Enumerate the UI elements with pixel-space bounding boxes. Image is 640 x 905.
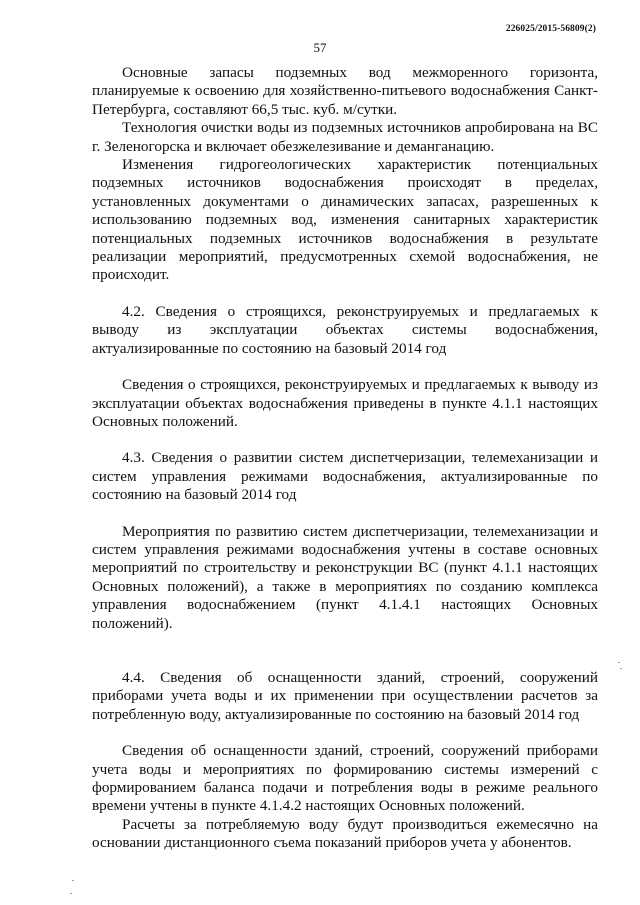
page-body — [92, 64, 598, 853]
paragraph-section-4-4-metering: Сведения об оснащенности зданий, строений, сооружений приборами учета воды и мероприятиях по формированию системы измерений с формированием баланса подачи и потребления воды в режиме реального времени учтены в пункте 4.1.4.2 настоящих Основных положений. — [92, 742, 598, 815]
paragraph-section-4-2: Сведения о строящихся, реконструируемых и предлагаемых к выводу из эксплуатации объектах водоснабжения приведены в пункте 4.1.1 настоящих Основных положений. — [92, 376, 598, 430]
section-heading-4-4: 4.4. Сведения об оснащенности зданий, строений, сооружений приборами учета воды и их применении при осуществлении расчетов за потребленную воду, актуализированные по состоянию на базовый 2014 год — [92, 668, 598, 723]
paragraph-groundwater-reserves: Основные запасы подземных вод межморенного горизонта, планируемые к освоению для хозяйственно-питьевого водоснабжения Санкт-Петербурга, составляют 66,5 тыс. куб. м/сутки. — [92, 64, 598, 118]
scan-speck — [618, 662, 620, 663]
paragraph-hydrogeological-changes: Изменения гидрогеологических характеристик потенциальных подземных источников водоснабжения происходят в пределах, установленных документами о динамических запасах, разрешенных к использованию подземных вод, изменения санитарных характеристик потенциальных подземных источников водоснабжения в результате реализации мероприятий, предусмотренных схемой водоснабжения, не происходит. — [92, 156, 598, 284]
scan-speck — [72, 880, 74, 881]
document-id: 226025/2015-56809(2) — [505, 24, 596, 34]
section-heading-4-2: 4.2. Сведения о строящихся, реконструируемых и предлагаемых к выводу из эксплуатации объектах системы водоснабжения, актуализированные по состоянию на базовый 2014 год — [92, 302, 598, 357]
scan-speck — [620, 668, 622, 669]
paragraph-treatment-technology: Технология очистки воды из подземных источников апробирована на ВС г. Зеленогорска и включает обезжелезивание и деманганацию. — [92, 119, 598, 155]
page-number: 57 — [313, 40, 327, 55]
section-heading-4-3: 4.3. Сведения о развитии систем диспетчеризации, телемеханизации и систем управления режимами водоснабжения, актуализированные по состоянию на базовый 2014 год — [92, 449, 598, 504]
paragraph-section-4-3: Мероприятия по развитию систем диспетчеризации, телемеханизации и систем управления режимами водоснабжения учтены в составе основных мероприятий по строительству и реконструкции ВС (пункт 4.1.1 настоящих Основных положений), а также в мероприятиях по созданию комплекса управления водоснабжением (пункт 4.1.4.1 настоящих Основных положений). — [92, 522, 598, 632]
scan-speck — [70, 893, 72, 894]
paragraph-section-4-4-billing: Расчеты за потребляемую воду будут производиться ежемесячно на основании дистанционного съема показаний приборов учета у абонентов. — [92, 815, 598, 852]
